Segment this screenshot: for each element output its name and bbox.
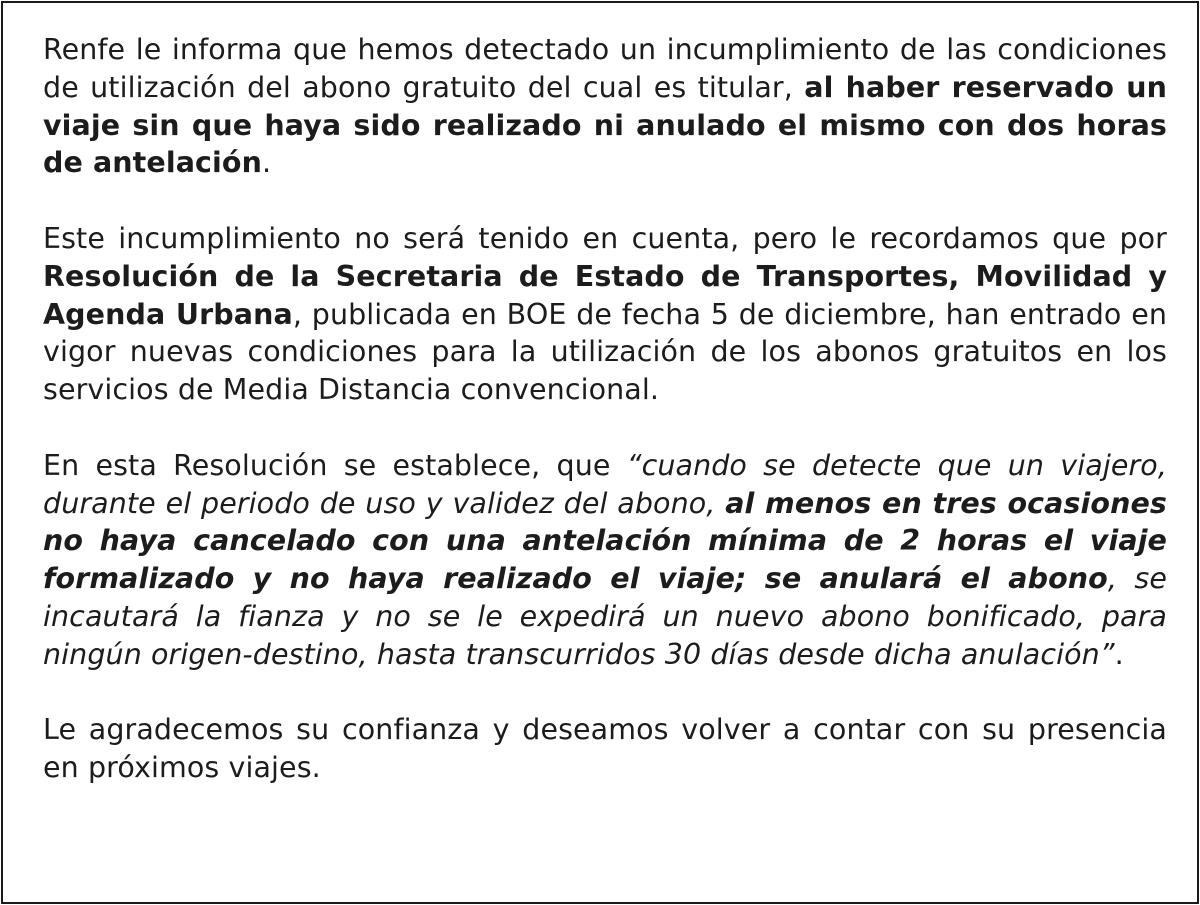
notice-body [43,31,1167,787]
bold-text: Resolución de la Secretaria de Estado de Transportes, Movilidad y Agenda Urbana [43,259,1167,331]
paragraph-agradecimiento [43,711,1167,787]
paragraph-text: Le agradecemos su confianza y deseamos volver a contar con su presencia en próximos viajes. [43,713,1167,785]
paragraph-text: . [1114,637,1124,671]
paragraph-text: . [261,146,272,180]
paragraph-establece [43,447,1167,674]
paragraph-text: Este incumplimiento no será tenido en cuenta, pero le recordamos que por [43,221,1167,255]
notice-frame [1,1,1199,904]
paragraph-text: , publicada en BOE de fecha 5 de diciembre, han entrado en vigor nuevas condiciones para la utilización de los abonos gratuitos en los servicios de Media Distancia convencional. [43,297,1167,407]
italic-text: “cuando se detecte que un viajero, durante el periodo de uso y validez del abono, [43,448,1167,520]
paragraph-text: En esta Resolución se establece, que [43,448,627,482]
paragraph-resolucion [43,220,1167,409]
paragraph-text: Renfe le informa que hemos detectado un incumplimiento de las condiciones de utilización del abono gratuito del cual es titular, [43,33,1167,104]
paragraph-incumplimiento [43,31,1167,182]
italic-text: , se incautará la fianza y no se le expedirá un nuevo abono bonificado, para ningún origen-destino, hasta transcurridos 30 días desde dicha anulación” [43,562,1167,671]
bold-italic-text: al menos en tres ocasiones no haya cancelado con una antelación mínima de 2 horas el viaje formalizado y no haya realizado el viaje; se anulará el abono [43,486,1167,596]
bold-text: al haber reservado un viaje sin que haya sido realizado ni anulado el mismo con dos horas de antelación [43,70,1167,180]
